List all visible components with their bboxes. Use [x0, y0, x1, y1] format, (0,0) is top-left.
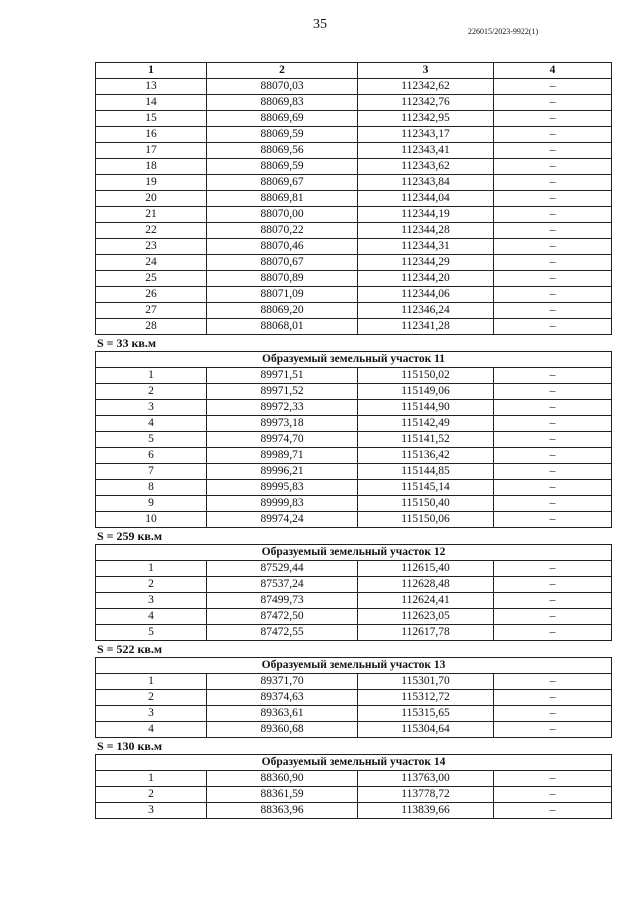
plot-table: [95, 544, 612, 641]
table-cell: –: [494, 787, 612, 803]
table-cell: 112342,76: [358, 95, 494, 111]
table-cell: –: [494, 239, 612, 255]
table-row: [96, 207, 612, 223]
table-row: [96, 79, 612, 95]
table-cell: 4: [96, 416, 207, 432]
table-cell: 115142,49: [358, 416, 494, 432]
table-cell: 9: [96, 496, 207, 512]
table-row: [96, 448, 612, 464]
table-cell: 112343,17: [358, 127, 494, 143]
table-cell: 2: [96, 577, 207, 593]
table-cell: 115141,52: [358, 432, 494, 448]
table-cell: –: [494, 191, 612, 207]
table-row: [96, 787, 612, 803]
table-cell: 89974,24: [207, 512, 358, 528]
area-label: S = 522 кв.м: [97, 642, 163, 656]
table-cell: 112344,04: [358, 191, 494, 207]
table-cell: –: [494, 223, 612, 239]
table-row: [96, 625, 612, 641]
table-cell: –: [494, 127, 612, 143]
table-cell: 1: [96, 674, 207, 690]
table-cell: 115301,70: [358, 674, 494, 690]
table-cell: –: [494, 593, 612, 609]
table-cell: –: [494, 143, 612, 159]
table-cell: 112344,31: [358, 239, 494, 255]
table-cell: 88071,09: [207, 287, 358, 303]
table-cell: 87499,73: [207, 593, 358, 609]
table-cell: –: [494, 609, 612, 625]
table-cell: –: [494, 690, 612, 706]
table-row: [96, 609, 612, 625]
table-cell: 113778,72: [358, 787, 494, 803]
table-cell: –: [494, 771, 612, 787]
table-cell: 88070,67: [207, 255, 358, 271]
table-row: [96, 159, 612, 175]
table-cell: 115150,40: [358, 496, 494, 512]
table-cell: –: [494, 159, 612, 175]
table-cell: 88360,90: [207, 771, 358, 787]
table-cell: –: [494, 625, 612, 641]
header-cell: 3: [358, 63, 494, 79]
plot-title: Образуемый земельный участок 11: [96, 352, 612, 368]
table-cell: 5: [96, 625, 207, 641]
table-row: [96, 771, 612, 787]
table-cell: 112342,62: [358, 79, 494, 95]
table-row: [96, 191, 612, 207]
table-cell: –: [494, 803, 612, 819]
table-cell: 115150,02: [358, 368, 494, 384]
table-cell: 5: [96, 432, 207, 448]
table-cell: 2: [96, 690, 207, 706]
table-row: [96, 95, 612, 111]
plot-title: Образуемый земельный участок 14: [96, 755, 612, 771]
table-cell: 115312,72: [358, 690, 494, 706]
table-cell: 112343,62: [358, 159, 494, 175]
table-cell: 18: [96, 159, 207, 175]
table-cell: 7: [96, 464, 207, 480]
header-cell: 4: [494, 63, 612, 79]
table-cell: 112623,05: [358, 609, 494, 625]
table-cell: 89971,51: [207, 368, 358, 384]
table-cell: 115149,06: [358, 384, 494, 400]
table-cell: 89973,18: [207, 416, 358, 432]
area-label: S = 259 кв.м: [97, 529, 163, 543]
table-cell: 2: [96, 787, 207, 803]
table-cell: –: [494, 271, 612, 287]
plot-table: [95, 754, 612, 819]
table-cell: 87472,50: [207, 609, 358, 625]
table-row: [96, 271, 612, 287]
table-row: [96, 287, 612, 303]
table-cell: 24: [96, 255, 207, 271]
table-cell: –: [494, 512, 612, 528]
table-cell: 88069,69: [207, 111, 358, 127]
table-cell: –: [494, 416, 612, 432]
table-row: [96, 577, 612, 593]
table-cell: 87472,55: [207, 625, 358, 641]
table-cell: 88070,00: [207, 207, 358, 223]
table-cell: –: [494, 432, 612, 448]
table-cell: 8: [96, 480, 207, 496]
table-cell: 88069,20: [207, 303, 358, 319]
table-cell: –: [494, 207, 612, 223]
table-cell: 88070,89: [207, 271, 358, 287]
table-cell: 87537,24: [207, 577, 358, 593]
table-cell: 27: [96, 303, 207, 319]
page-number: 35: [313, 17, 327, 32]
table-cell: 112344,20: [358, 271, 494, 287]
table-row: [96, 400, 612, 416]
table-cell: 115144,85: [358, 464, 494, 480]
table-cell: 112628,48: [358, 577, 494, 593]
table-cell: 4: [96, 609, 207, 625]
table-cell: 88070,22: [207, 223, 358, 239]
table-cell: 112344,06: [358, 287, 494, 303]
table-cell: 19: [96, 175, 207, 191]
table-cell: –: [494, 368, 612, 384]
header-cell: 1: [96, 63, 207, 79]
table-cell: 89374,63: [207, 690, 358, 706]
table-cell: 113763,00: [358, 771, 494, 787]
table-cell: 112615,40: [358, 561, 494, 577]
table-cell: 115304,64: [358, 722, 494, 738]
table-cell: 14: [96, 95, 207, 111]
table-row: [96, 690, 612, 706]
table-row: [96, 384, 612, 400]
table-cell: 87529,44: [207, 561, 358, 577]
plot-title: Образуемый земельный участок 13: [96, 658, 612, 674]
table-cell: 88069,67: [207, 175, 358, 191]
table-cell: –: [494, 577, 612, 593]
table-row: [96, 368, 612, 384]
table-row: [96, 432, 612, 448]
table-cell: 112343,84: [358, 175, 494, 191]
table-cell: 88069,83: [207, 95, 358, 111]
table-cell: 20: [96, 191, 207, 207]
table-row: [96, 255, 612, 271]
plot-title-row: [96, 352, 612, 368]
table-row: [96, 127, 612, 143]
table-cell: 88070,46: [207, 239, 358, 255]
table-cell: –: [494, 464, 612, 480]
table-cell: –: [494, 255, 612, 271]
plot-title-row: [96, 658, 612, 674]
table-cell: –: [494, 496, 612, 512]
table-row: [96, 561, 612, 577]
table-cell: 22: [96, 223, 207, 239]
table-cell: 1: [96, 771, 207, 787]
plot-blocks: [95, 351, 611, 819]
table-header-row: [96, 63, 612, 79]
plot-title: Образуемый земельный участок 12: [96, 545, 612, 561]
table-cell: 3: [96, 593, 207, 609]
table-row: [96, 722, 612, 738]
table-row: [96, 223, 612, 239]
table-cell: 88069,59: [207, 127, 358, 143]
table-cell: –: [494, 480, 612, 496]
table-cell: 88068,01: [207, 319, 358, 335]
table-cell: –: [494, 95, 612, 111]
table-cell: 10: [96, 512, 207, 528]
table-cell: 15: [96, 111, 207, 127]
table-cell: 88069,81: [207, 191, 358, 207]
table-cell: 112344,29: [358, 255, 494, 271]
table-cell: 16: [96, 127, 207, 143]
table-cell: –: [494, 111, 612, 127]
table-cell: 3: [96, 706, 207, 722]
table-cell: 89972,33: [207, 400, 358, 416]
table-cell: 4: [96, 722, 207, 738]
coordinates-document: [95, 62, 611, 819]
table-cell: 89974,70: [207, 432, 358, 448]
table-cell: 89996,21: [207, 464, 358, 480]
table-cell: 1: [96, 561, 207, 577]
table-row: [96, 706, 612, 722]
table-cell: 28: [96, 319, 207, 335]
document-id: 226015/2023-9922(1): [468, 27, 539, 36]
table-cell: 112341,28: [358, 319, 494, 335]
table-row: [96, 175, 612, 191]
table-cell: 3: [96, 400, 207, 416]
table-cell: 17: [96, 143, 207, 159]
table-cell: –: [494, 287, 612, 303]
table-cell: 112344,19: [358, 207, 494, 223]
table-cell: 88069,59: [207, 159, 358, 175]
table-row: [96, 143, 612, 159]
table-cell: –: [494, 722, 612, 738]
table-cell: 112344,28: [358, 223, 494, 239]
table-cell: 89371,70: [207, 674, 358, 690]
table-cell: –: [494, 674, 612, 690]
plot-title-row: [96, 755, 612, 771]
table-cell: 89363,61: [207, 706, 358, 722]
table-cell: –: [494, 79, 612, 95]
table-row: [96, 512, 612, 528]
table-cell: 3: [96, 803, 207, 819]
table-cell: 115150,06: [358, 512, 494, 528]
table-cell: 112617,78: [358, 625, 494, 641]
table-cell: 88363,96: [207, 803, 358, 819]
table-cell: 6: [96, 448, 207, 464]
table-cell: 112343,41: [358, 143, 494, 159]
table-row: [96, 239, 612, 255]
table-cell: 89989,71: [207, 448, 358, 464]
table-cell: 89360,68: [207, 722, 358, 738]
table-cell: 112342,95: [358, 111, 494, 127]
table-cell: 89995,83: [207, 480, 358, 496]
table-row: [96, 303, 612, 319]
header-cell: 2: [207, 63, 358, 79]
table-row: [96, 480, 612, 496]
table-cell: 25: [96, 271, 207, 287]
table-cell: –: [494, 400, 612, 416]
table-cell: 115315,65: [358, 706, 494, 722]
table-cell: 113839,66: [358, 803, 494, 819]
plot-table: [95, 351, 612, 528]
table-row: [96, 319, 612, 335]
table-row: [96, 111, 612, 127]
table-cell: 26: [96, 287, 207, 303]
table-cell: –: [494, 303, 612, 319]
table-row: [96, 803, 612, 819]
area-label: S = 33 кв.м: [97, 336, 157, 350]
table-row: [96, 464, 612, 480]
area-label: S = 130 кв.м: [97, 739, 163, 753]
table-cell: –: [494, 175, 612, 191]
table-row: [96, 496, 612, 512]
table-cell: –: [494, 561, 612, 577]
table-cell: 23: [96, 239, 207, 255]
table-cell: 21: [96, 207, 207, 223]
table-cell: 13: [96, 79, 207, 95]
plot-table: [95, 657, 612, 738]
table-cell: 2: [96, 384, 207, 400]
table-cell: –: [494, 319, 612, 335]
table-row: [96, 593, 612, 609]
table-cell: 88361,59: [207, 787, 358, 803]
table-cell: –: [494, 384, 612, 400]
table-cell: –: [494, 448, 612, 464]
table-cell: 88069,56: [207, 143, 358, 159]
table-cell: 89971,52: [207, 384, 358, 400]
table-cell: 115145,14: [358, 480, 494, 496]
table-cell: 112346,24: [358, 303, 494, 319]
table-cell: –: [494, 706, 612, 722]
table-row: [96, 674, 612, 690]
table-cell: 89999,83: [207, 496, 358, 512]
table-cell: 115136,42: [358, 448, 494, 464]
plot-title-row: [96, 545, 612, 561]
table-row: [96, 416, 612, 432]
table-cell: 88070,03: [207, 79, 358, 95]
table-cell: 1: [96, 368, 207, 384]
coordinates-table-top: [95, 62, 612, 335]
table-cell: 112624,41: [358, 593, 494, 609]
table-cell: 115144,90: [358, 400, 494, 416]
